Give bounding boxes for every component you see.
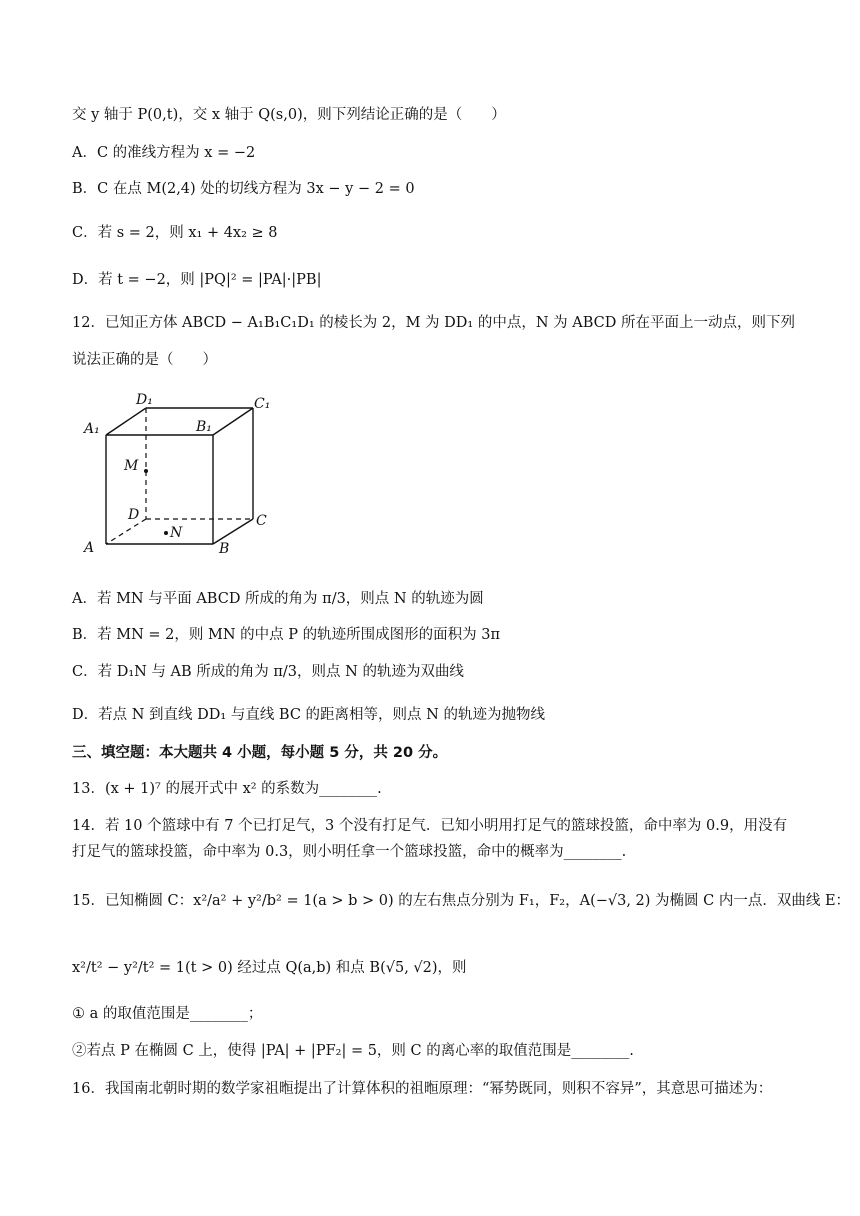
option-12d: D．若点 N 到直线 DD₁ 与直线 BC 的距离相等，则点 N 的轨迹为抛物线 xyxy=(72,707,545,723)
question-15-line1: 15．已知椭圆 C：x²/a² + y²/b² = 1(a > b > 0) 的左右焦点分别为 F₁，F₂，A(−√3, 2) 为椭圆 C 内一点．双曲线 E： xyxy=(72,893,851,909)
cube-figure xyxy=(80,392,270,562)
label-m: M xyxy=(124,458,139,474)
question-14-line1: 14．若 10 个篮球中有 7 个已打足气，3 个没有打足气．已知小明用打足气的篮球投篮，命中率为 0.9，用没有 xyxy=(72,818,788,834)
question-13: 13．(x + 1)⁷ 的展开式中 x² 的系数为________. xyxy=(72,781,382,797)
option-12a: A．若 MN 与平面 ABCD 所成的角为 π/3，则点 N 的轨迹为圆 xyxy=(72,591,484,607)
question-15-line2: x²/t² − y²/t² = 1(t > 0) 经过点 Q(a,b) 和点 B(√5, √2)，则 xyxy=(72,960,467,976)
question-12-stem: 12．已知正方体 ABCD − A₁B₁C₁D₁ 的棱长为 2，M 为 DD₁ 的中点，N 为 ABCD 所在平面上一动点，则下列 xyxy=(72,315,795,331)
label-d1: D₁ xyxy=(136,392,153,408)
question-14-line2: 打足气的篮球投篮，命中率为 0.3，则小明任拿一个篮球投篮，命中的概率为________. xyxy=(72,844,627,860)
label-b: B xyxy=(219,541,230,557)
label-c: C xyxy=(256,513,267,529)
option-12c: C．若 D₁N 与 AB 所成的角为 π/3，则点 N 的轨迹为双曲线 xyxy=(72,664,464,680)
question-16: 16．我国南北朝时期的数学家祖暅提出了计算体积的祖暅原理：“幂势既同，则积不容异”，其意思可描述为： xyxy=(72,1081,773,1097)
question-15-part2: ②若点 P 在椭圆 C 上，使得 |PA| + |PF₂| = 5，则 C 的离心率的取值范围是________. xyxy=(72,1043,634,1059)
section-heading-fill-in: 三、填空题：本大题共 4 小题，每小题 5 分，共 20 分。 xyxy=(72,745,448,761)
question-15-part1: ① a 的取值范围是________； xyxy=(72,1006,263,1022)
option-11d: D．若 t = −2，则 |PQ|² = |PA|·|PB| xyxy=(72,272,322,288)
line-q11-stem: 交 y 轴于 P(0,t)，交 x 轴于 Q(s,0)，则下列结论正确的是（ ） xyxy=(72,107,506,123)
option-11b: B．C 在点 M(2,4) 处的切线方程为 3x − y − 2 = 0 xyxy=(72,181,415,197)
option-11a: A．C 的准线方程为 x = −2 xyxy=(72,145,256,161)
label-b1: B₁ xyxy=(196,419,212,435)
label-a1: A₁ xyxy=(84,421,100,437)
label-n: N xyxy=(170,525,183,541)
option-11c: C．若 s = 2，则 x₁ + 4x₂ ≥ 8 xyxy=(72,225,278,241)
label-c1: C₁ xyxy=(254,396,270,412)
question-12-stem-cont: 说法正确的是（ ） xyxy=(72,352,217,368)
label-a: A xyxy=(84,540,95,556)
point-m xyxy=(144,469,148,473)
point-n xyxy=(164,531,168,535)
option-12b: B．若 MN = 2，则 MN 的中点 P 的轨迹所围成图形的面积为 3π xyxy=(72,627,500,643)
label-d: D xyxy=(128,507,140,523)
